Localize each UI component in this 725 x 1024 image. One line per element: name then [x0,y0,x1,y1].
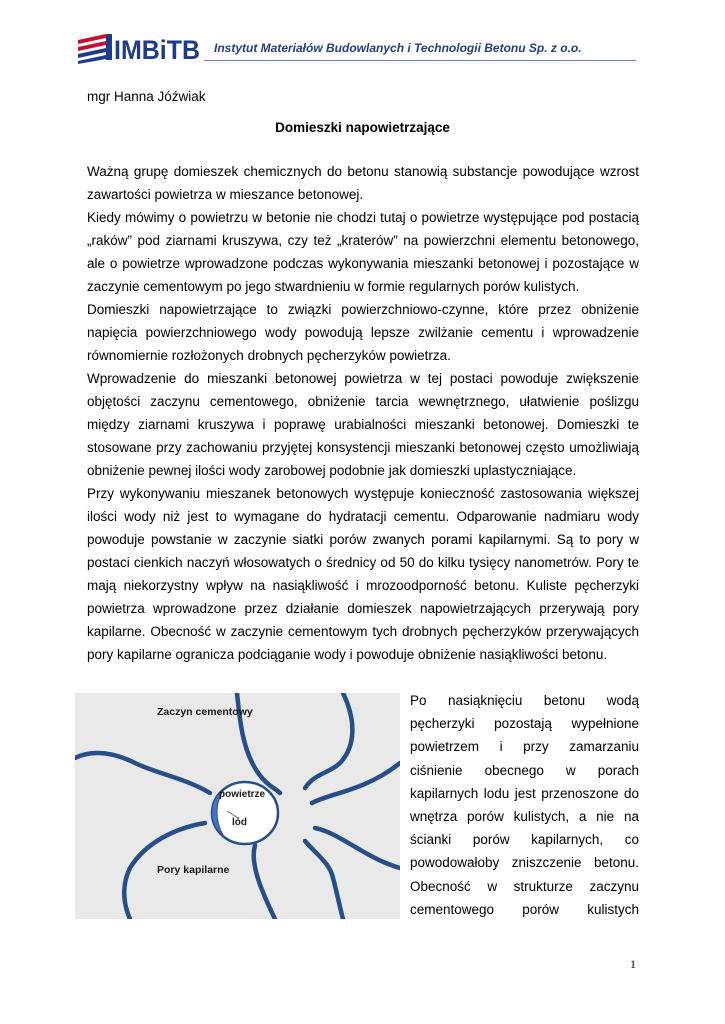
pore-diagram [75,693,400,919]
imbitb-logo [76,30,202,64]
logo-stripes-icon [78,34,112,64]
side-text [410,689,639,921]
header-divider [204,60,636,61]
label-capillary-pores: Pory kapilarne [157,864,230,876]
side-line: wnętrza porów kulistych, a nie na [410,809,639,825]
side-line: ciśnienie obecnego w porach [410,762,639,778]
institute-name: Instytut Materiałów Budowlanych i Technologii Betonu Sp. z o.o. [214,41,582,55]
paragraph: Kiedy mówimy o powietrzu w betonie nie chodzi tutaj o powietrze występujące pod postacią „raków” pod ziarnami kruszywa, czy też „kraterów” na powierzchni elementu betonowego, ale o powietrze wprowadzone podczas wykonywania mieszanki betonowej i pozostające w zaczynie cementowym po jego stwardnieniu w formie regularnych porów kulistych. [87,210,639,294]
page-number: 1 [630,957,636,971]
side-line: Obecność w strukturze zaczynu [410,878,639,894]
author-name: mgr Hanna Jóźwiak [87,89,206,104]
paragraph: Wprowadzenie do mieszanki betonowej powietrza w tej postaci powoduje zwiększenie objętości zaczynu cementowego, obniżenie tarcia wewnętrznego, ułatwienie poślizgu między ziarnami kruszywa i poprawę urabialności mieszanki betonowej. Domieszki te stosowane przy zachowaniu przyjętej konsystencji mieszanki betonowej często umożliwiają obniżenie pewnej ilości wody zarobowej podobnie jak domieszki uplastyczniające. [87,371,639,478]
page-header [76,30,636,66]
side-line: kapilarnych lodu jest przenoszone do [410,785,639,801]
side-line: powietrzem i przy zamarzaniu [410,739,639,755]
document-body [87,160,639,666]
label-air: powietrze [219,789,266,800]
side-line: pęcherzyki pozostają wypełnione [410,716,639,732]
side-line: Po nasiąknięciu betonu wodą [410,693,639,708]
paragraph: Domieszki napowietrzające to związki powierzchniowo-czynne, które przez obniżenie napięcia powierzchniowego wody powodują lepsze zwilżanie cementu i wprowadzenie równomiernie rozłożonych drobnych pęcherzyków powietrza. [87,302,639,363]
label-ice: lód [232,817,247,828]
document-title: Domieszki napowietrzające [275,120,450,135]
side-line: ścianki porów kapilarnych, co [410,832,639,848]
paragraph: Przy wykonywaniu mieszanek betonowych występuje konieczność zastosowania większej ilości wody niż jest to wymagane do hydratacji cementu. Odparowanie nadmiaru wody powoduje powstanie w zaczynie siatki porów zwanych porami kapilarnymi. Są to pory w postaci cienkich naczyń włosowatych o średnicy od 50 do kilku tysięcy nanometrów. Pory te mają niekorzystny wpływ na nasiąkliwość i mrozoodporność betonu. Kuliste pęcherzyki powietrza wprowadzone przez działanie domieszek napowietrzających przerywają pory kapilarne. Obecność w zaczynie cementowym tych drobnych pęcherzyków przerywających pory kapilarne ogranicza podciąganie wody i powoduje obniżenie nasiąkliwości betonu. [87,486,639,662]
label-cement-paste: Zaczyn cementowy [157,706,253,718]
side-line: cementowego porów kulistych [410,901,639,917]
side-line: powodowałoby zniszczenie betonu. [410,855,639,871]
paragraph: Ważną grupę domieszek chemicznych do betonu stanowią substancje powodujące wzrost zawartości powietrza w mieszance betonowej. [87,164,639,202]
logo-text: IMBiTB [114,35,200,64]
